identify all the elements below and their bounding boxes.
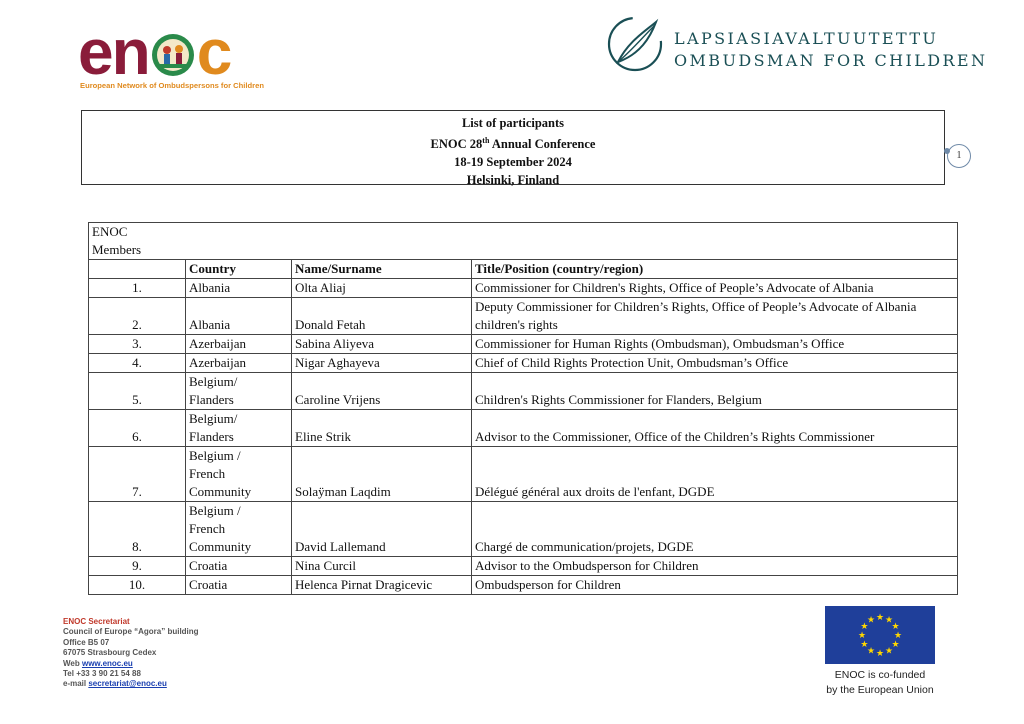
footer-web <box>63 659 199 669</box>
header-row <box>89 260 958 279</box>
row-name: Solaÿman Laqdim <box>292 447 472 502</box>
eu-star-icon: ★ <box>866 645 876 656</box>
footer-office: Office B5 07 <box>63 637 110 647</box>
eu-flag-icon <box>825 606 935 664</box>
table-row <box>89 447 958 502</box>
row-number: 8. <box>89 502 186 557</box>
row-number: 1. <box>89 279 186 298</box>
ombudsman-line-finnish: LAPSIASIAVALTUUTETTU <box>674 29 939 48</box>
header-number <box>89 260 186 279</box>
footer-city: 67075 Strasbourg Cedex <box>63 648 157 658</box>
row-country: Belgium / French Community <box>186 502 292 557</box>
table-row <box>89 354 958 373</box>
row-number: 5. <box>89 373 186 410</box>
row-title: Ombudsperson for Children <box>472 576 958 595</box>
eu-star-icon: ★ <box>884 645 894 656</box>
eu-star-icon: ★ <box>860 639 869 649</box>
row-title: Advisor to the Commissioner, Office of the Children’s Rights Commissioner <box>472 410 958 447</box>
table-row <box>89 373 958 410</box>
row-number: 4. <box>89 354 186 373</box>
row-name: Nigar Aghayeva <box>292 354 472 373</box>
email-link[interactable]: secretariat@enoc.eu <box>88 679 167 689</box>
web-label: Web <box>63 658 82 668</box>
row-number: 10. <box>89 576 186 595</box>
eu-star-icon: ★ <box>866 614 876 625</box>
header-name: Name/Surname <box>292 260 472 279</box>
ombudsman-line-english: OMBUDSMAN FOR CHILDREN <box>674 51 988 70</box>
eu-line2: by the European Union <box>826 684 934 696</box>
footer-building: Council of Europe “Agora” building <box>63 627 199 637</box>
enoc-children-icon <box>151 33 195 77</box>
eu-star-icon: ★ <box>884 614 894 625</box>
eu-star-icon: ★ <box>875 648 885 658</box>
row-number: 7. <box>89 447 186 502</box>
page-number-marker[interactable] <box>946 144 970 168</box>
row-name: Olta Aliaj <box>292 279 472 298</box>
eu-star-icon: ★ <box>893 630 903 640</box>
row-name: Helenca Pirnat Dragicevic <box>292 576 472 595</box>
ombudsman-logo <box>606 14 988 76</box>
web-link[interactable]: www.enoc.eu <box>81 658 133 668</box>
eu-star-icon: ★ <box>860 621 869 631</box>
leaf-icon <box>606 14 664 74</box>
row-title: Chief of Child Rights Protection Unit, Ombudsman’s Office <box>472 354 958 373</box>
group-title-row <box>89 223 958 260</box>
row-number: 9. <box>89 557 186 576</box>
footer-tel: Tel +33 3 90 21 54 88 <box>63 669 141 679</box>
table-row <box>89 410 958 447</box>
row-country: Belgium/ Flanders <box>186 373 292 410</box>
title-line: List of participants <box>461 116 565 130</box>
row-country: Azerbaijan <box>186 335 292 354</box>
conference-line <box>82 132 944 153</box>
group-title: ENOC Members <box>89 223 958 260</box>
date-line: 18-19 September 2024 <box>454 155 572 170</box>
row-title: Chargé de communication/projets, DGDE <box>472 502 958 557</box>
table-row <box>89 502 958 557</box>
eu-star-icon: ★ <box>875 612 885 622</box>
table-row <box>89 557 958 576</box>
location-line: Helsinki, Finland <box>466 173 560 188</box>
row-number: 2. <box>89 298 186 335</box>
row-country: Azerbaijan <box>186 354 292 373</box>
row-title: Commissioner for Human Rights (Ombudsman), Ombudsman’s Office <box>472 335 958 354</box>
enoc-logo-wordmark: e n c <box>78 16 231 88</box>
row-name: Caroline Vrijens <box>292 373 472 410</box>
header-title: Title/Position (country/region) <box>472 260 958 279</box>
row-country: Croatia <box>186 557 292 576</box>
eu-line1: ENOC is co-funded <box>834 669 926 681</box>
row-country: Albania <box>186 279 292 298</box>
row-name: Donald Fetah <box>292 298 472 335</box>
row-country: Belgium/ Flanders <box>186 410 292 447</box>
ordinal-suffix: th <box>482 136 490 145</box>
row-country: Croatia <box>186 576 292 595</box>
participants-table <box>88 222 958 595</box>
row-title: Children's Rights Commissioner for Flanders, Belgium <box>472 373 958 410</box>
page-number: 1 <box>947 144 971 168</box>
row-title: Deputy Commissioner for Children’s Rights, Office of People’s Advocate of Albania children's rights <box>472 298 958 335</box>
footer-email <box>63 679 199 689</box>
document-title-box <box>81 110 945 188</box>
row-number: 3. <box>89 335 186 354</box>
ombudsman-name <box>674 28 987 72</box>
footer-secretariat: ENOC Secretariat <box>63 617 130 626</box>
row-name: Nina Curcil <box>292 557 472 576</box>
table-row <box>89 298 958 335</box>
row-country: Albania <box>186 298 292 335</box>
conference-name: ENOC 28 <box>430 137 483 152</box>
conference-name-rest: Annual Conference <box>489 137 596 152</box>
eu-star-icon: ★ <box>857 630 867 640</box>
eu-cofunded-note <box>810 668 950 698</box>
row-number: 6. <box>89 410 186 447</box>
row-name: Eline Strik <box>292 410 472 447</box>
table-row <box>89 576 958 595</box>
table-row <box>89 335 958 354</box>
email-label: e-mail <box>63 679 89 689</box>
eu-star-icon: ★ <box>891 639 900 649</box>
enoc-tagline: European Network of Ombudspersons for Children <box>80 81 264 90</box>
enoc-logo <box>78 16 278 92</box>
row-name: David Lallemand <box>292 502 472 557</box>
header-country: Country <box>186 260 292 279</box>
row-country: Belgium / French Community <box>186 447 292 502</box>
row-title: Advisor to the Ombudsperson for Children <box>472 557 958 576</box>
eu-star-icon: ★ <box>891 621 900 631</box>
table-row <box>89 279 958 298</box>
footer-contact <box>63 617 199 690</box>
row-name: Sabina Aliyeva <box>292 335 472 354</box>
row-title: Commissioner for Children's Rights, Office of People’s Advocate of Albania <box>472 279 958 298</box>
row-title: Délégué général aux droits de l'enfant, DGDE <box>472 447 958 502</box>
